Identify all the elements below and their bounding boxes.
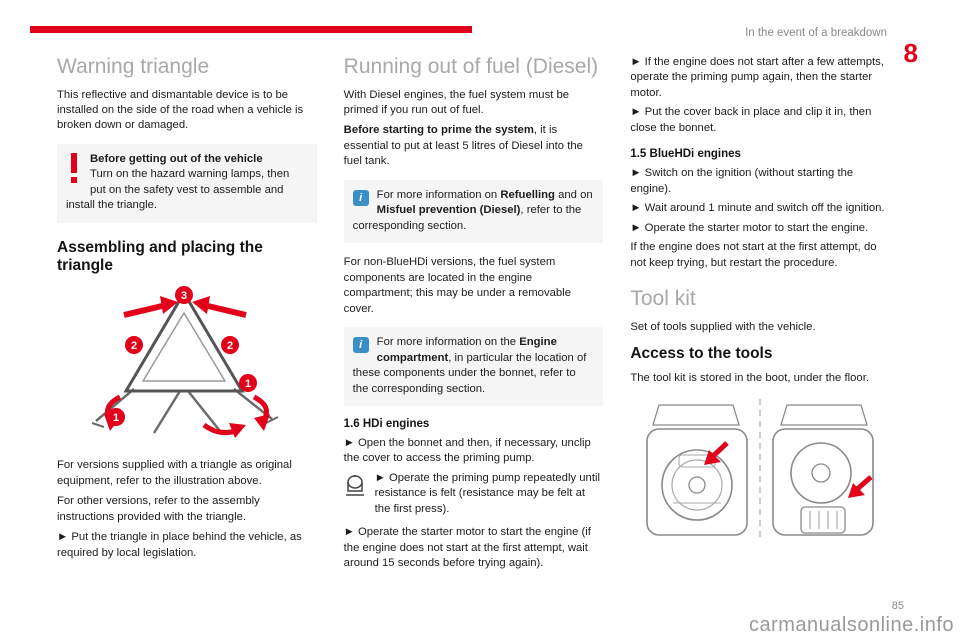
text-segment-bold: Misfuel prevention (Diesel) (376, 204, 521, 217)
marker-1-bottom-left (107, 408, 125, 426)
column-3 (630, 55, 890, 576)
step: ► Switch on the ignition (without starting the engine). (630, 167, 854, 195)
step: ► Operate the starter motor to start the engine (if the engine does not start at the first attempt, wait around 15 seconds before trying again). (343, 526, 591, 570)
svg-text:2: 2 (226, 340, 233, 353)
marker-1-right (239, 374, 257, 392)
step: ► If the engine does not start after a few attempts, operate the priming pump again, then the starter motor. (630, 56, 884, 99)
section-title-warning-triangle: Warning triangle (57, 55, 210, 78)
text-segment-bold: Refuelling (500, 188, 555, 201)
text-segment: For more information on (376, 188, 501, 201)
marker-2-right (221, 336, 239, 354)
step: ► Put the triangle in place behind the vehicle, as required by local legislation. (57, 531, 302, 559)
paragraph: For versions supplied with a triangle as original equipment, refer to the illustration above. (57, 459, 292, 487)
heading-assembling: Assembling and placing the triangle (57, 238, 263, 275)
info-box-engine-compartment (344, 327, 604, 406)
warning-icon-bar (71, 153, 77, 173)
info-box-refuelling (344, 180, 604, 243)
info-icon: i (353, 190, 369, 206)
watermark: carmanualsonline.info (748, 614, 954, 636)
priming-pump-icon (344, 473, 366, 504)
text-segment: For more information on the (376, 336, 520, 349)
text-segment-bold: Engine compartment (376, 336, 557, 364)
content-columns (57, 55, 890, 576)
svg-text:1: 1 (112, 412, 119, 425)
step: ► Operate the starter motor to start the engine. (630, 221, 869, 234)
svg-text:2: 2 (130, 340, 137, 353)
paragraph: This reflective and dismantable device is to be installed on the side of the road when a vehicle is broken down or damaged. (57, 88, 304, 132)
running-header: In the event of a breakdown (745, 27, 887, 39)
text-segment: , in particular the location of these components under the bonnet, refer to the corresponding section. (352, 351, 587, 395)
step: ► Wait around 1 minute and switch off the ignition. (630, 202, 885, 215)
info-icon: i (353, 337, 369, 353)
step: ► Put the cover back in place and clip it in, then close the bonnet. (630, 106, 872, 134)
text-segment: and on (554, 188, 593, 201)
paragraph: If the engine does not start at the first attempt, do not keep trying, but restart the procedure. (630, 241, 877, 269)
paragraph: The tool kit is stored in the boot, under the floor. (630, 372, 869, 385)
warning-exclamation-icon (67, 153, 81, 185)
marker-3 (175, 286, 193, 304)
column-2 (344, 55, 604, 576)
triangle-figure (57, 283, 317, 446)
heading-access-to-tools: Access to the tools (630, 345, 773, 363)
column-1 (57, 55, 317, 576)
caution-title: Before getting out of the vehicle (90, 152, 263, 165)
boot-tool-kit-illustration (635, 395, 885, 545)
paragraph: Set of tools supplied with the vehicle. (630, 320, 816, 333)
heading-1-5-bluehdi-engines: 1.5 BlueHDi engines (630, 148, 741, 161)
svg-text:3: 3 (180, 290, 187, 303)
step: ► Open the bonnet and then, if necessary, unclip the cover to access the priming pump. (343, 437, 591, 465)
triangle-illustration (62, 283, 312, 441)
paragraph: With Diesel engines, the fuel system must be primed if you run out of fuel. (343, 88, 570, 116)
step: ► Operate the priming pump repeatedly until resistance is felt (resistance may be felt at the first press). (374, 471, 600, 515)
warning-icon-dot (71, 177, 77, 183)
svg-text:1: 1 (244, 378, 251, 391)
text-segment: , it is essential to put at least 5 litres of Diesel into the fuel tank. (343, 124, 583, 168)
marker-2-left (125, 336, 143, 354)
section-title-running-out-of-fuel: Running out of fuel (Diesel) (343, 55, 599, 78)
section-title-tool-kit: Tool kit (630, 287, 696, 311)
pump-step-row (344, 471, 604, 521)
paragraph (344, 123, 604, 169)
page-number: 85 (891, 600, 904, 612)
boot-figure (630, 395, 890, 550)
text-segment-bold: Before starting to prime the system (343, 124, 534, 137)
text-segment: , refer to the corresponding section. (352, 204, 582, 232)
brand-red-bar (30, 26, 472, 33)
paragraph: For non-BlueHDi versions, the fuel system components are located in the engine compartment; this may be under a removable cover. (343, 256, 571, 315)
heading-1-6-hdi-engines: 1.6 HDi engines (343, 418, 430, 431)
caution-body: Turn on the hazard warning lamps, then put on the safety vest to assemble and install the triangle. (66, 168, 290, 212)
chapter-number: 8 (903, 38, 918, 68)
paragraph: For other versions, refer to the assembly instructions provided with the triangle. (57, 495, 260, 523)
caution-box (57, 144, 317, 223)
